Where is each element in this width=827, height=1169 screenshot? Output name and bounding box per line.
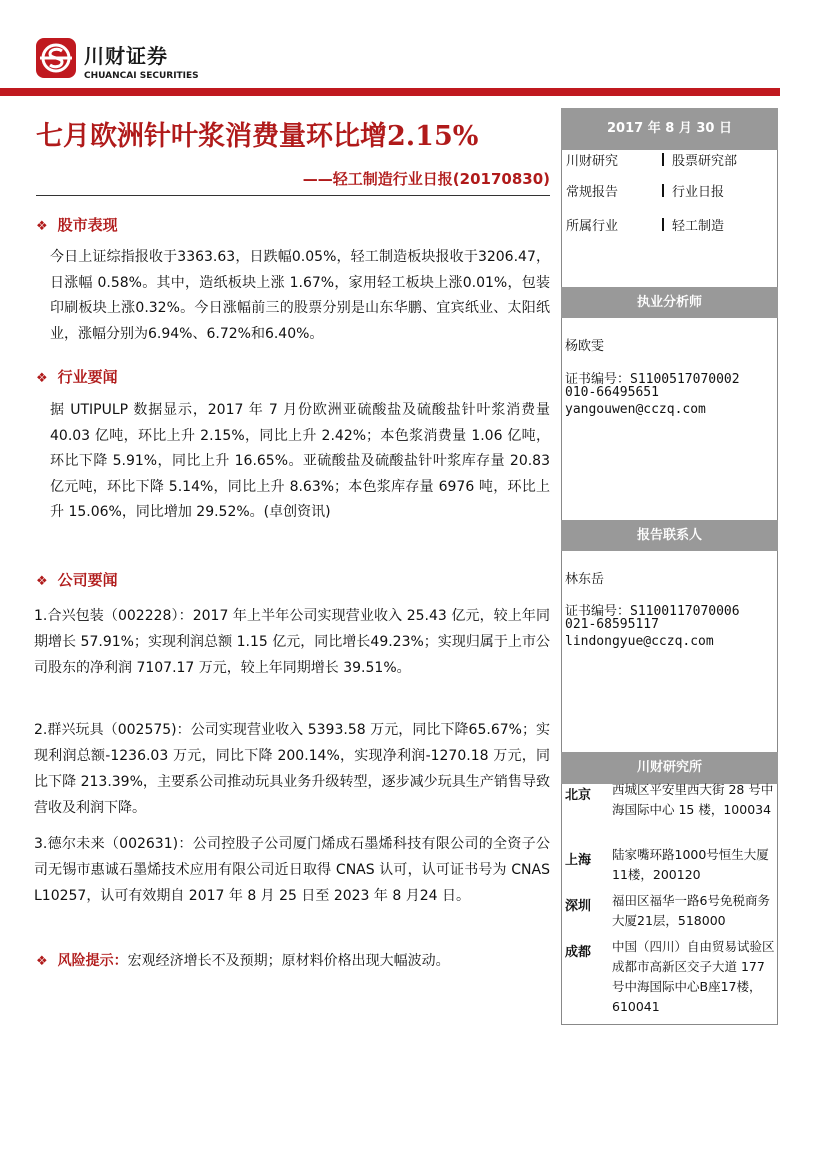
sidebar-panel [561, 108, 778, 1025]
contact-name: 林东岳 [565, 572, 605, 587]
company-logo-mark [36, 38, 76, 78]
office-city: 成都 [565, 945, 592, 960]
contact-email[interactable]: lindongyue@cczq.com [565, 634, 714, 649]
contact-cert: 证书编号：S1100117070006 [565, 604, 740, 619]
analyst-name: 杨欧雯 [565, 339, 605, 354]
industry-news: 据 UTIPULP 数据显示，2017 年 7 月份欧洲亚硫酸盐及硫酸盐针叶浆消费量 40.03 亿吨，环比上升 2.15%，同比上升 2.42%；本色浆消费量 1.06 亿吨，环比下降 5.91%，同比上升 16.65%。亚硫酸盐及硫酸盐针叶浆库存量 20.83 亿元吨，环比下降 5.14%，同比上升 8.63%；本色浆库存量 6976 吨，环比上升 15.06%，同比增加 29.52%。(卓创资讯) [50, 402, 550, 520]
analyst-email[interactable]: yangouwen@cczq.com [565, 402, 706, 417]
diamond-bullet-icon: ❖ [36, 371, 48, 386]
analyst-phone: 010-66495651 [565, 385, 659, 400]
diamond-bullet-icon: ❖ [36, 954, 48, 969]
analyst-heading: 执业分析师 [561, 287, 778, 318]
diamond-bullet-icon: ❖ [36, 574, 48, 589]
header-rule [0, 88, 780, 96]
company-name-english: CHUANCAI SECURITIES [84, 71, 199, 81]
risk-label: 风险提示： [57, 953, 128, 969]
contact-heading: 报告联系人 [561, 520, 778, 551]
office-city: 北京 [565, 788, 592, 803]
company-name: 川财证券 [84, 44, 168, 68]
market-summary: 今日上证综指报收于3363.63，日跌幅0.05%，轻工制造板块报收于3206.47，日涨幅 0.58%。其中，造纸板块上涨 1.67%，家用轻工板块上涨0.01%，包装印刷板块上涨0.32%。今日涨幅前三的股票分别是山东华鹏、宜宾纸业、太阳纸业，涨幅分别为6.94%、6.72%和6.40%。 [50, 249, 550, 342]
section-heading-industry: ❖ 行业要闻 [36, 368, 118, 386]
company-news-item: 3.德尔未来（002631)：公司控股子公司厦门烯成石墨烯科技有限公司的全资子公司无锡市惠诚石墨烯技术应用有限公司近日取得 CNAS 认可，认可证书号为 CNAS L10257，认可有效期自 2017 年 8 月 25 日至 2023 年 8 月24 日。 [34, 836, 550, 904]
title-divider [36, 195, 550, 196]
analyst-cert: 证书编号：S1100517070002 [565, 372, 740, 387]
meta-row-research: 川财研究 股票研究部 [566, 154, 738, 169]
contact-phone: 021-68595117 [565, 617, 659, 632]
meta-row-type: 常规报告 行业日报 [566, 185, 725, 200]
office-address: 西城区平安里西大街 28 号中海国际中心 15 楼，100034 [612, 782, 774, 817]
report-subtitle: ——轻工制造行业日报(20170830) [302, 170, 550, 188]
office-address: 中国（四川）自由贸易试验区成都市高新区交子大道 177 号中海国际中心B座17楼，610041 [612, 939, 775, 1014]
risk-text: 宏观经济增长不及预期；原材料价格出现大幅波动。 [127, 953, 450, 969]
report-title: 七月欧洲针叶浆消费量环比增2.15% [36, 121, 479, 152]
company-news-item: 2.群兴玩具（002575)：公司实现营业收入 5393.58 万元，同比下降65.67%；实现利润总额-1236.03 万元，同比下降 200.14%，实现净利润-1270.18 万元，同比下降 213.39%，主要系公司推动玩具业务升级转型，逐步减少玩具生产销售导致营收及利润下降。 [34, 722, 550, 816]
meta-row-industry: 所属行业 轻工制造 [566, 219, 725, 234]
office-city: 深圳 [565, 899, 592, 914]
diamond-bullet-icon: ❖ [36, 219, 48, 234]
risk-warning [36, 950, 450, 970]
office-address: 福田区福华一路6号免税商务大厦21层，518000 [612, 893, 770, 928]
institute-heading: 川财研究所 [561, 752, 778, 784]
company-news-item: 1.合兴包装（002228）：2017 年上半年公司实现营业收入 25.43 亿元，较上年同期增长 57.91%；实现利润总额 1.15 亿元，同比增长49.23%；实现归属于上市公司股东的净利润 7107.17 万元，较上年同期增长 39.51%。 [34, 608, 550, 676]
report-date: 2017 年 8 月 30 日 [561, 108, 778, 150]
section-heading-market: ❖ 股市表现 [36, 216, 118, 234]
office-address: 陆家嘴环路1000号恒生大厦11楼，200120 [612, 847, 769, 882]
office-city: 上海 [565, 853, 592, 868]
section-heading-company: ❖ 公司要闻 [36, 571, 118, 589]
